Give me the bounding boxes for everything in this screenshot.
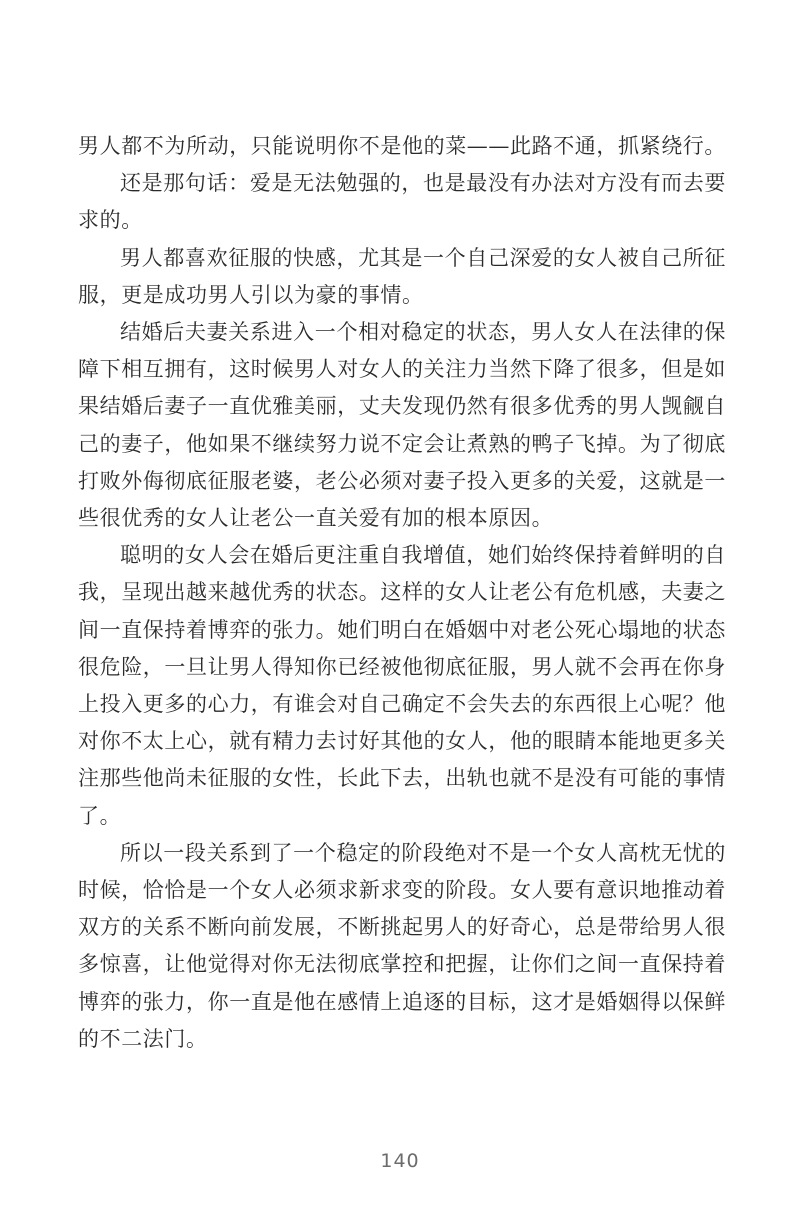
paragraph-continued: 男人都不为所动，只能说明你不是他的菜——此路不通，抓紧绕行。: [78, 134, 726, 158]
paragraph: 男人都喜欢征服的快感，尤其是一个自己深爱的女人被自己所征服，更是成功男人引以为豪的事情。: [78, 245, 726, 307]
paragraph: 还是那句话：爱是无法勉强的，也是最没有办法对方没有而去要求的。: [78, 171, 726, 233]
paragraph: 聪明的女人会在婚后更注重自我增值，她们始终保持着鲜明的自我，呈现出越来越优秀的状态。这样的女人让老公有危机感，夫妻之间一直保持着博弈的张力。她们明白在婚姻中对老公死心塌地的状态很危险，一旦让男人得知你已经被他彻底征服，男人就不会再在你身上投入更多的心力，有谁会对自己确定不会失去的东西很上心呢？他对你不太上心，就有精力去讨好其他的女人，他的眼睛本能地更多关注那些他尚未征服的女性，长此下去，出轨也就不是没有可能的事情了。: [78, 543, 726, 828]
paragraph: 所以一段关系到了一个稳定的阶段绝对不是一个女人高枕无忧的时候，恰恰是一个女人必须求新求变的阶段。女人要有意识地推动着双方的关系不断向前发展，不断挑起男人的好奇心，总是带给男人很多惊喜，让他觉得对你无法彻底掌控和把握，让你们之间一直保持着博弈的张力，你一直是他在感情上追逐的目标，这才是婚姻得以保鲜的不二法门。: [78, 840, 726, 1051]
paragraph: 结婚后夫妻关系进入一个相对稳定的状态，男人女人在法律的保障下相互拥有，这时候男人对女人的关注力当然下降了很多，但是如果结婚后妻子一直优雅美丽，丈夫发现仍然有很多优秀的男人觊觎自己的妻子，他如果不继续努力说不定会让煮熟的鸭子飞掉。为了彻底打败外侮彻底征服老婆，老公必须对妻子投入更多的关爱，这就是一些很优秀的女人让老公一直关爱有加的根本原因。: [78, 320, 726, 531]
page-text: [78, 128, 726, 1058]
page-number: 140: [380, 1150, 420, 1172]
